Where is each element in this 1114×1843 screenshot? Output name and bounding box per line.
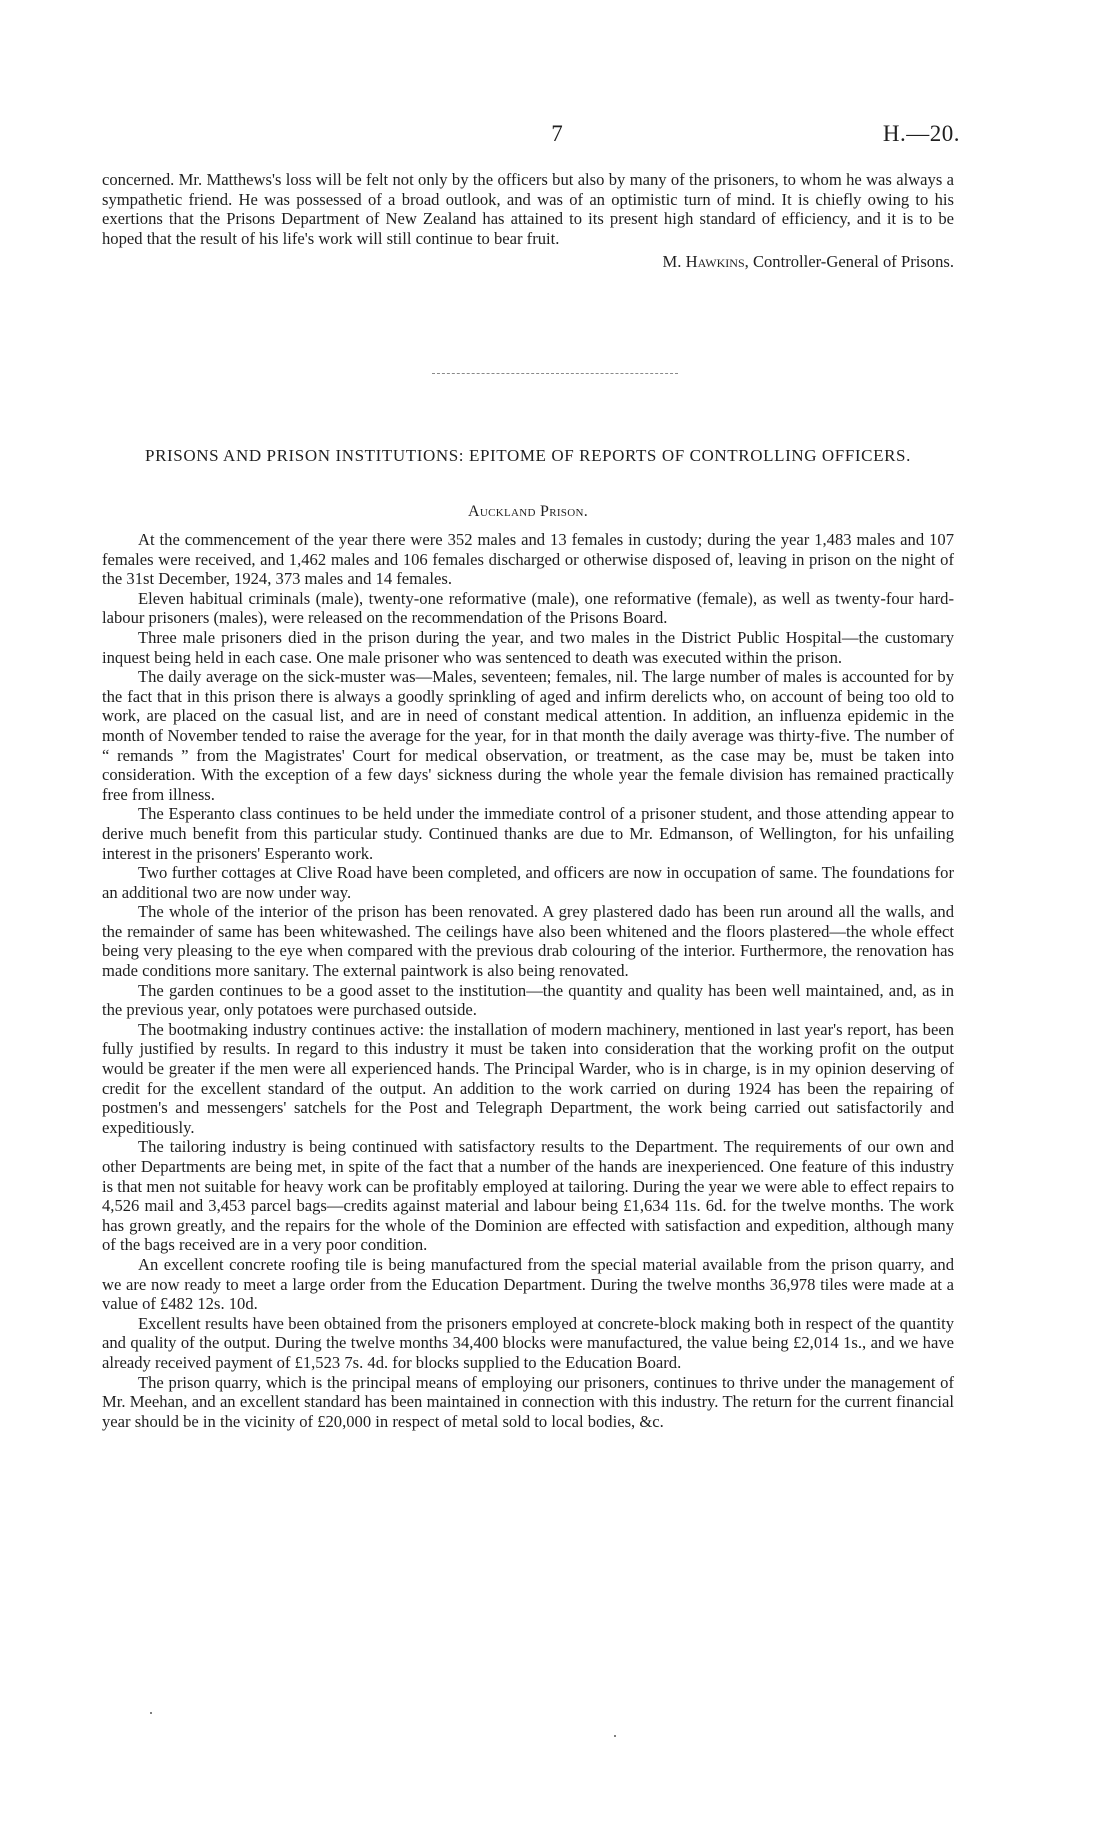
section-divider — [432, 373, 678, 374]
paragraph-esperanto: The Esperanto class continues to be held under the immediate control of a prisoner student, and those attending appear to derive much benefit from this particular study. Continued thanks are due to Mr. Edmanson, of Wellington, for his unfailing interest in the prisoners' Esperanto work. — [102, 804, 954, 863]
section-title: PRISONS AND PRISON INSTITUTIONS: EPITOME OF REPORTS OF CONTROLLING OFFICERS. — [145, 446, 911, 465]
paragraph-bootmaking: The bootmaking industry continues active: the installation of modern machinery, mentioned in last year's report, has been fully justified by results. In regard to this industry it must be taken into consideration that the working profit on the output would be greater if the men were all experienced hands. The Principal Warder, who is in charge, is in my opinion deserving of credit for the excellent standard of the output. An addition to the work carried on during 1924 has been the repairing of postmen's and messengers' satchels for the Post and Telegraph Department, the work being carried out satisfactorily and expeditiously. — [102, 1019, 954, 1137]
page-number: 7 — [551, 121, 563, 146]
paragraph-roofing-tiles: An excellent concrete roofing tile is being manufactured from the special material available from the prison quarry, and we are now ready to meet a large order from the Education Department. During the twelve months 36,978 tiles were made at a value of £482 12s. 10d. — [102, 1254, 954, 1314]
paragraph-custody: At the commencement of the year there were 352 males and 13 females in custody; during the year 1,483 males and 107 females were received, and 1,462 males and 106 females discharged or otherwise disposed of, leaving in prison on the night of the 31st December, 1924, 373 males and 14 females. — [102, 530, 954, 589]
intro-block — [102, 170, 954, 272]
signature-prefix: M. — [662, 252, 686, 272]
section-subheading: Auckland Prison. — [467, 503, 589, 520]
paragraph-releases: Eleven habitual criminals (male), twenty-one reformative (male), one reformative (female), as well as twenty-four hard-labour prisoners (males), were released on the recommendation of the Prisons Board. — [102, 588, 954, 628]
report-body — [102, 530, 954, 1431]
paragraph-cottages: Two further cottages at Clive Road have been completed, and officers are now in occupation of same. The foundations for an additional two are now under way. — [102, 863, 954, 902]
paragraph-garden: The garden continues to be a good asset to the institution—the quantity and quality has been well maintained, and, as in the previous year, only potatoes were purchased outside. — [102, 980, 954, 1020]
scan-speck — [614, 1735, 616, 1737]
paragraph-sick-muster: The daily average on the sick-muster was—Males, seventeen; females, nil. The large number of males is accounted for by the fact that in this prison there is always a goodly sprinkling of aged and infirm derelicts who, on account of being too old to work, are placed on the casual list, and are in need of constant medical attention. In addition, an influenza epidemic in the month of November tended to raise the average for the year, for in that month the daily average was thirty-five. The number of “ remands ” from the Magistrates' Court for medical observation, or treatment, as the case may be, must be taken into consideration. With the exception of a few days' sickness during the whole year the female division has remained practically free from illness. — [102, 667, 954, 804]
paragraph-quarry: The prison quarry, which is the principal means of employing our prisoners, continues to thrive under the management of Mr. Meehan, and an excellent standard has been maintained in connection with this industry. The return for the current financial year should be in the vicinity of £20,000 in respect of metal sold to local bodies, &c. — [102, 1372, 954, 1431]
document-reference: H.—20. — [882, 121, 960, 146]
signature-title: , Controller-General of Prisons. — [744, 252, 954, 272]
scan-speck — [150, 1712, 152, 1714]
paragraph-deaths: Three male prisoners died in the prison during the year, and two males in the District Public Hospital—the customary inquest being held in each case. One male prisoner who was sentenced to death was executed within the prison. — [102, 627, 954, 667]
paragraph-renovation: The whole of the interior of the prison has been renovated. A grey plastered dado has been run around all the walls, and the remainder of same has been whitewashed. The ceilings have also been whitened and the floors plastered—the whole effect being very pleasing to the eye when compared with the previous drab colouring of the interior. Furthermore, the renovation has made conditions more sanitary. The external paintwork is also being renovated. — [102, 902, 954, 981]
paragraph-tailoring: The tailoring industry is being continued with satisfactory results to the Department. The requirements of our own and other Departments are being met, in spite of the fact that a number of the hands are inexperienced. One feature of this industry is that men not suitable for heavy work can be profitably employed at tailoring. During the year we were able to effect repairs to 4,526 mail and 3,453 parcel bags—credits against material and labour being £1,634 11s. 6d. for the twelve months. The work has grown greatly, and the repairs for the whole of the Dominion are effected with satisfaction and expedition, although many of the bags received are in a very poor condition. — [102, 1137, 954, 1255]
intro-paragraph: concerned. Mr. Matthews's loss will be felt not only by the officers but also by many of the prisoners, to whom he was always a sympathetic friend. He was possessed of a broad outlook, and was of an optimistic turn of mind. It is chiefly owing to his exertions that the Prisons Department of New Zealand has attained to its present high standard of efficiency, and it is to be hoped that the result of his life's work will still continue to bear fruit. — [102, 170, 954, 248]
signature-name: Hawkins — [685, 252, 745, 272]
paragraph-concrete-blocks: Excellent results have been obtained from the prisoners employed at concrete-block making both in respect of the quantity and quality of the output. During the twelve months 34,400 blocks were manufactured, the value being £2,014 1s., and we have already received payment of £1,523 7s. 4d. for blocks supplied to the Education Board. — [102, 1313, 954, 1372]
signature — [102, 252, 954, 272]
